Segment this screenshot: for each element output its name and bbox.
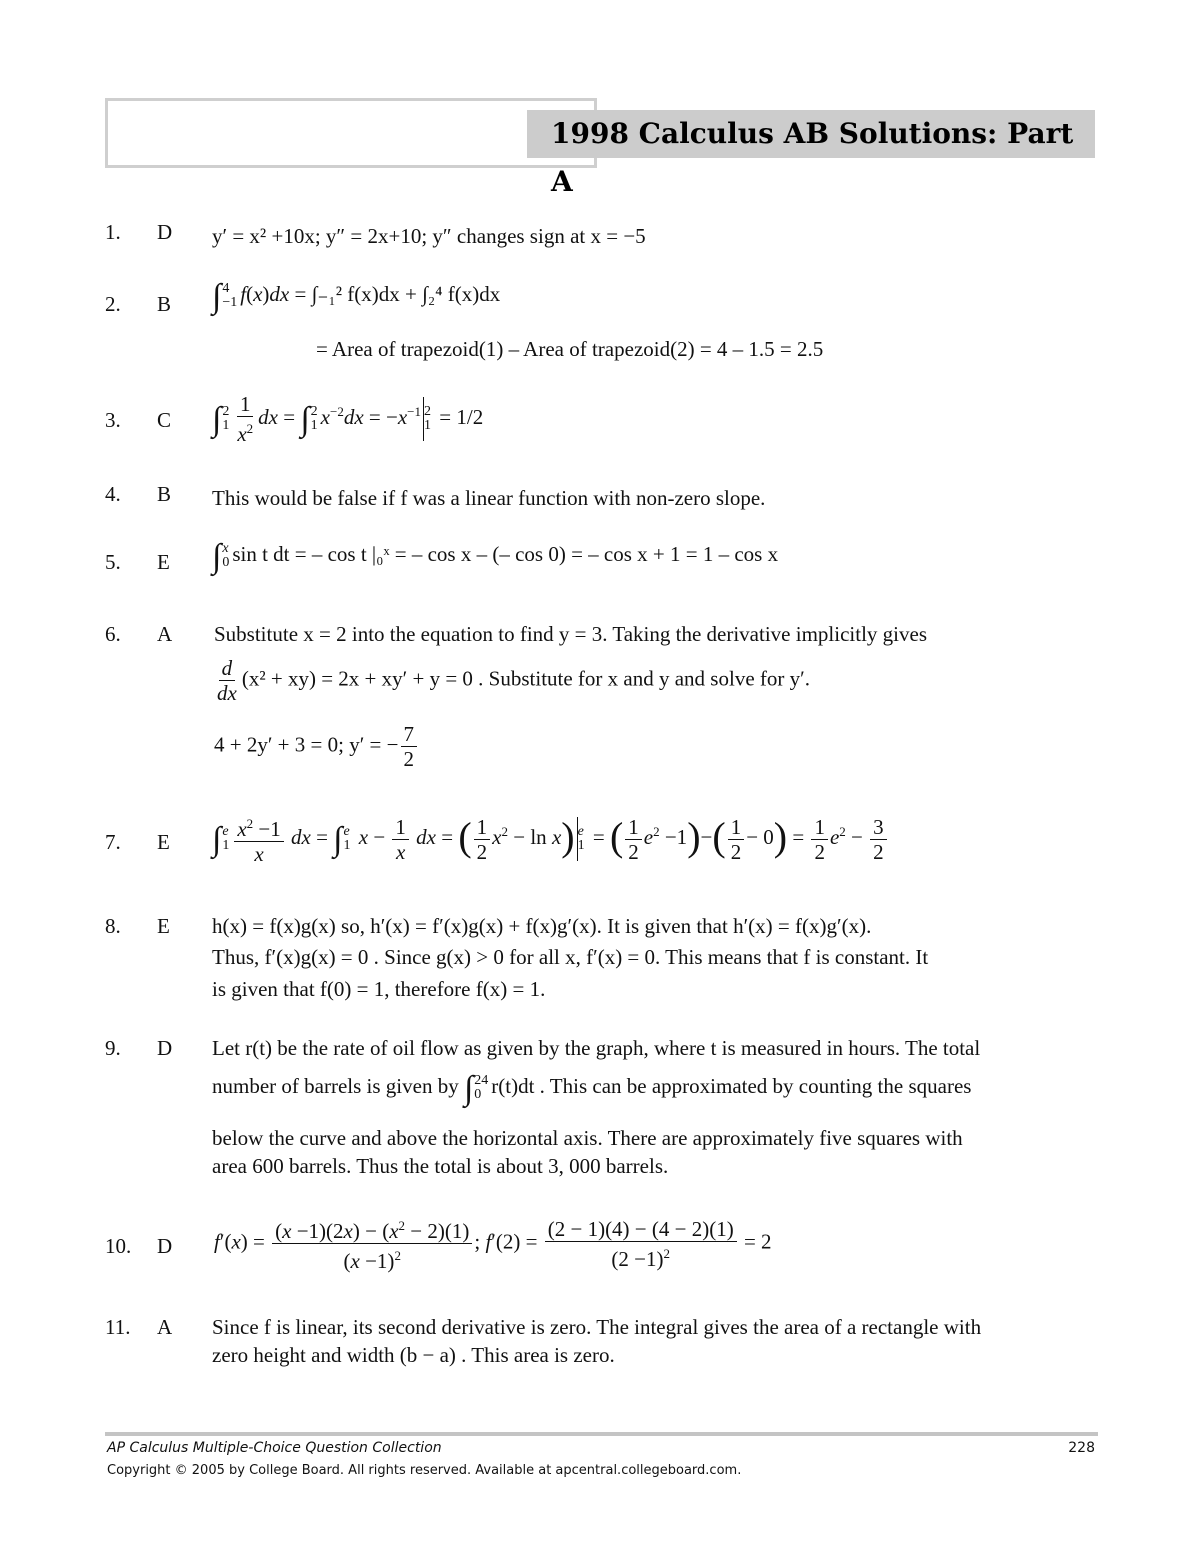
- solution-text: = Area of trapezoid(1) – Area of trapezoid(2) = 4 – 1.5 = 2.5: [316, 337, 824, 361]
- derivative-expression: $\frac{d}{dx}$ (x² + xy) = 2x + xy′ + y = 0 . Substitute for x and y and solve for y′.: [217, 656, 810, 705]
- question-number: 6.: [105, 622, 121, 646]
- solution-text: area 600 barrels. Thus the total is about 3, 000 barrels.: [212, 1154, 669, 1178]
- solution-text: Let r(t) be the rate of oil flow as given by the graph, where t is measured in hours. The total: [212, 1036, 981, 1060]
- solution-text: below the curve and above the horizontal axis. There are approximately five squares with: [212, 1126, 963, 1150]
- result: = 1/2: [439, 404, 484, 429]
- answer-letter: E: [157, 550, 170, 574]
- footer-rule: [105, 1432, 1098, 1436]
- answer-letter: E: [157, 914, 170, 938]
- answer-letter: D: [157, 1234, 173, 1258]
- solution-text: number of barrels is given by ∫ 24 0 r(t)dt . This can be approximated by counting the squares: [212, 1070, 972, 1107]
- question-number: 1.: [105, 220, 121, 244]
- solution-text: Substitute x = 2 into the equation to find y = 3. Taking the derivative implicitly gives: [214, 622, 927, 646]
- header-frame: [105, 98, 597, 168]
- solution-text: Since f is linear, its second derivative is zero. The integral gives the area of a rectangle with: [212, 1315, 982, 1339]
- solution-text: sin t dt = – cos t |₀ˣ = – cos x – (– cos 0) = – cos x + 1 = 1 – cos x: [232, 542, 779, 566]
- solution-text: This would be false if f was a linear function with non-zero slope.: [212, 486, 766, 510]
- question-number: 7.: [105, 830, 121, 854]
- question-number: 8.: [105, 914, 121, 938]
- answer-letter: D: [157, 1036, 173, 1060]
- question-number: 3.: [105, 408, 121, 432]
- integral-expression: ∫ x 0 sin t dt = – cos t |₀ˣ = – cos x – (– cos 0) = – cos x + 1 = 1 – cos x: [212, 538, 779, 575]
- solution-text: h(x) = f(x)g(x) so, h′(x) = f′(x)g(x) + f(x)g′(x). It is given that h′(x) = f(x)g′(x).: [212, 914, 872, 938]
- question-number: 2.: [105, 292, 121, 316]
- answer-letter: A: [157, 1315, 173, 1339]
- page-number: 228: [1068, 1440, 1095, 1456]
- integral-expression: ∫ 4 −1 f(x)dx = ∫₋₁² f(x)dx + ∫₂⁴ f(x)dx: [212, 278, 501, 315]
- answer-letter: A: [157, 622, 173, 646]
- integral-split: = ∫₋₁² f(x)dx + ∫₂⁴ f(x)dx: [294, 282, 501, 306]
- answer-letter: E: [157, 830, 170, 854]
- question-number: 10.: [105, 1234, 132, 1258]
- answer-letter: C: [157, 408, 172, 432]
- footer-collection: AP Calculus Multiple-Choice Question Collection: [107, 1440, 442, 1456]
- page-title: 1998 Calculus AB Solutions: Part A: [527, 110, 1095, 158]
- answer-letter: B: [157, 292, 172, 316]
- solution-text: Thus, f′(x)g(x) = 0 . Since g(x) > 0 for all x, f′(x) = 0. This means that f is constant. It: [212, 945, 929, 969]
- question-number: 5.: [105, 550, 121, 574]
- question-number: 4.: [105, 482, 121, 506]
- copyright: Copyright © 2005 by College Board. All rights reserved. Available at apcentral.collegeboard.com.: [107, 1463, 742, 1478]
- answer-letter: B: [157, 482, 172, 506]
- integral-expression: ∫ 2 1 $\frac{1}{x^2}$ dx = ∫ 2 1 $x^{-2}dx = -x^{-1}$ 2 1 = 1/2: [212, 392, 484, 446]
- solution-text: y′ = x² +10x; y″ = 2x+10; y″ changes sign at x = −5: [212, 224, 646, 248]
- answer-letter: D: [157, 220, 173, 244]
- derivative-expression: f′(x) = $\frac{(x -1)(2x) - (x^2 - 2)(1)}{(x -1)^2}$ ; f′(2) = $\frac{(2 - 1)(4) - (4 - 2)(1)}{(2 -1)^2}$ = 2: [214, 1214, 772, 1273]
- question-number: 11.: [105, 1315, 131, 1339]
- integral-expression: ∫ e 1 $\frac{x^2 -1}{x}$ dx = ∫ e 1 x − $\frac{1}{x}$ dx = ( $\frac{1}{2}$ $x^2 - \ln x$) e 1 = ( $\frac{1}{2}$ $e^2 -1)-$( $\frac{1}{2}$ − 0) = $\frac{1}{2}$ $e^2$ − $\frac{3}{2}$: [212, 812, 889, 866]
- result: 4 + 2y′ + 3 = 0; y′ = − $\frac{7}{2}$: [214, 722, 419, 771]
- solution-text: is given that f(0) = 1, therefore f(x) = 1.: [212, 977, 546, 1001]
- question-number: 9.: [105, 1036, 121, 1060]
- solution-text: zero height and width (b − a) . This area is zero.: [212, 1343, 615, 1367]
